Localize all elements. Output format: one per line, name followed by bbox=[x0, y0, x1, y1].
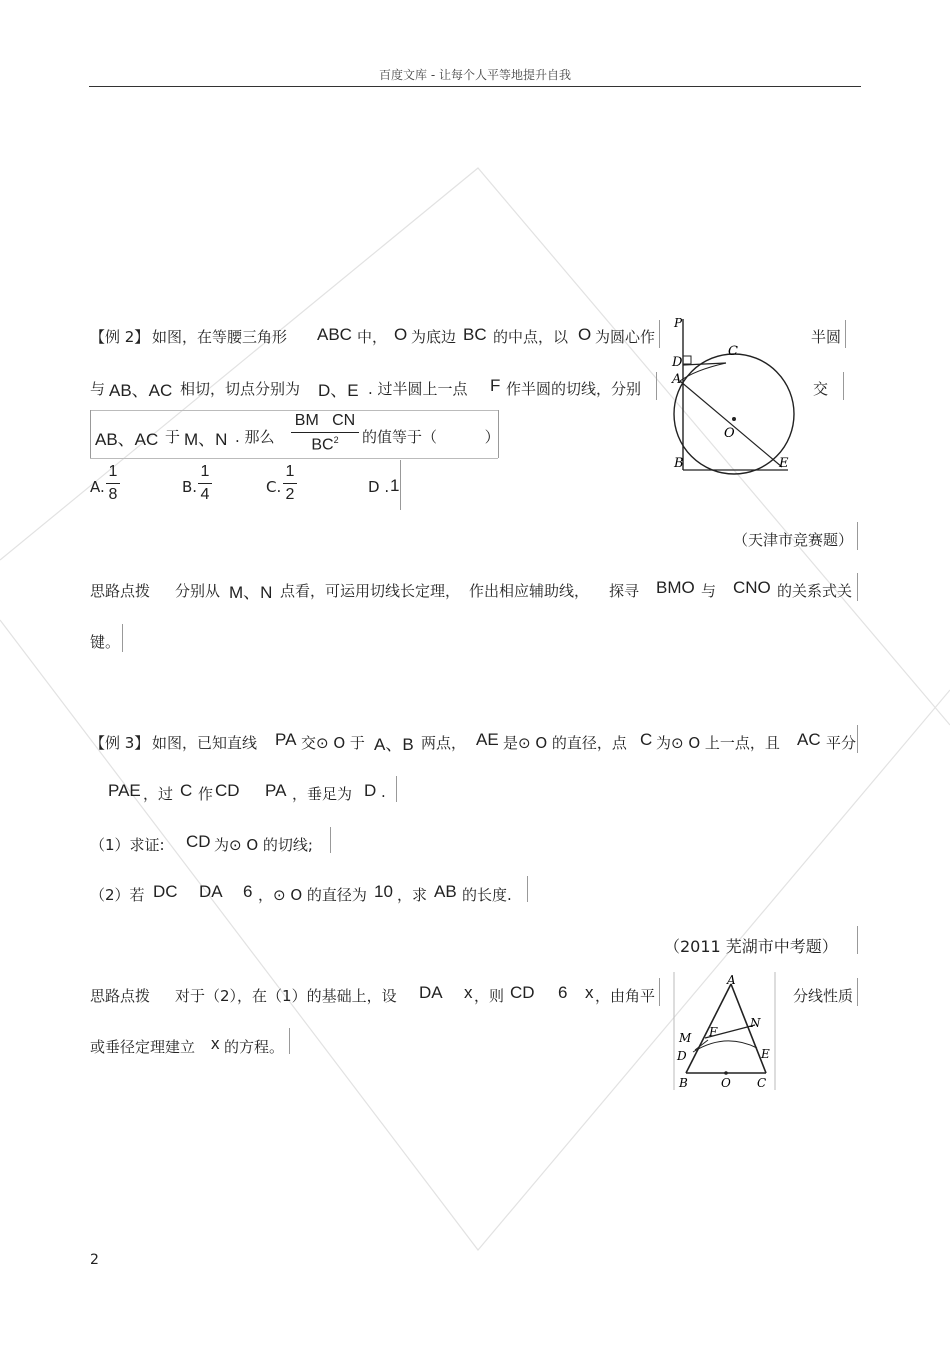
point-c-label: C bbox=[728, 344, 738, 359]
label-o: O bbox=[394, 325, 408, 344]
var-x: x bbox=[585, 983, 594, 1002]
hint-text: 作出相应辅助线， bbox=[469, 582, 590, 600]
example-3-text: 交⊙ O 于 bbox=[301, 734, 365, 752]
example-2-text: 作半圆的切线，分别 bbox=[506, 380, 642, 398]
example-2-text: . 那么 bbox=[235, 428, 275, 446]
question-2-text: 的长度. bbox=[462, 886, 512, 904]
label-ab: A、B bbox=[374, 735, 414, 754]
example-3-text: 两点， bbox=[421, 734, 467, 752]
figure-semicircle-triangle bbox=[670, 315, 805, 485]
example-3-text: 为⊙ O 上一点，且 bbox=[656, 734, 780, 752]
point-e-label: E bbox=[761, 1047, 770, 1061]
label-ae: AE bbox=[476, 730, 499, 749]
option-c-den: 2 bbox=[285, 486, 295, 503]
example-3-text: 如图，已知直线 bbox=[152, 734, 258, 752]
option-c-label[interactable]: C. bbox=[266, 478, 282, 496]
hint-label: 思路点拨 bbox=[90, 987, 151, 1005]
example-2-text: 相切，切点分别为 bbox=[180, 380, 301, 398]
example-3-text: . bbox=[381, 783, 386, 801]
label-da: DA bbox=[419, 983, 443, 1002]
hint-text: 的方程。 bbox=[224, 1038, 285, 1056]
label-cd: CD bbox=[186, 832, 211, 851]
example-2-text: 的值等于（ ） bbox=[362, 428, 500, 446]
label-bmo: BMO bbox=[656, 578, 695, 597]
page-header: 百度文库 - 让每个人平等地提升自我 bbox=[379, 68, 571, 82]
option-b-num: 1 bbox=[200, 463, 210, 480]
label-c: C bbox=[180, 781, 193, 800]
example-3-text: 是⊙ O 的直径，点 bbox=[503, 734, 627, 752]
value-6: 6 bbox=[243, 882, 253, 901]
fraction-denominator bbox=[291, 435, 359, 454]
label-pae: PAE bbox=[108, 781, 141, 800]
point-d-label: D bbox=[672, 355, 683, 370]
option-d-value[interactable]: 1 bbox=[390, 476, 400, 495]
label-cno: CNO bbox=[733, 578, 771, 597]
label-cd: CD bbox=[510, 983, 535, 1002]
label-da: DA bbox=[199, 882, 223, 901]
question-2-text: ，⊙ O 的直径为 bbox=[258, 886, 367, 904]
question-2-text: ，求 bbox=[397, 886, 428, 904]
label-ab-ac: AB、AC bbox=[95, 430, 159, 449]
label-abc: ABC bbox=[317, 325, 352, 344]
source-wuhu: （2011 芜湖市中考题） bbox=[664, 937, 838, 956]
fraction-bm-cn bbox=[291, 412, 359, 454]
example-2-text: . 过半圆上一点 bbox=[368, 380, 468, 398]
label-pa: PA bbox=[275, 730, 297, 749]
label-o: O bbox=[578, 325, 592, 344]
label-dc: DC bbox=[153, 882, 178, 901]
example-2-text: 中， bbox=[357, 328, 388, 346]
example-2-text: 如图，在等腰三角形 bbox=[152, 328, 288, 346]
option-a-label[interactable]: A. bbox=[90, 478, 105, 496]
example-2-text: 为圆心作 bbox=[595, 328, 656, 346]
point-d-label: D bbox=[677, 1049, 687, 1063]
question-2: （2）若 bbox=[90, 886, 145, 904]
point-p-label: P bbox=[674, 316, 683, 330]
figure-triangle-semicircle bbox=[673, 970, 777, 1092]
option-b-den: 4 bbox=[200, 486, 210, 503]
hint-text: 键。 bbox=[90, 633, 121, 651]
example-3-tag: 【例 3】 bbox=[90, 734, 150, 752]
var-x: x bbox=[211, 1034, 220, 1053]
hint-text: 对于（2），在（1）的基础上，设 bbox=[175, 987, 397, 1005]
hint-text: 与 bbox=[701, 582, 717, 600]
hint-text: 分别从 bbox=[175, 582, 221, 600]
label-c: C bbox=[640, 730, 653, 749]
bc-base: BC bbox=[311, 436, 334, 454]
header-rule bbox=[89, 86, 861, 87]
value-6: 6 bbox=[558, 983, 568, 1002]
option-a-fraction[interactable] bbox=[106, 463, 120, 504]
hint-text: 探寻 bbox=[609, 582, 640, 600]
page-number: 2 bbox=[90, 1252, 99, 1268]
point-c-label: C bbox=[757, 1076, 767, 1090]
example-2-text: 于 bbox=[165, 428, 181, 446]
label-ab-ac: AB、AC bbox=[109, 381, 173, 400]
example-3-text: ，过 bbox=[143, 785, 174, 803]
value-10: 10 bbox=[374, 882, 393, 901]
label-bc: BC bbox=[463, 325, 487, 344]
point-e-label: E bbox=[779, 456, 789, 471]
option-c-num: 1 bbox=[285, 463, 295, 480]
hint-text: 点看，可运用切线长定理， bbox=[280, 582, 461, 600]
point-o-label: O bbox=[724, 426, 735, 441]
hint-text: 的关系式关 bbox=[777, 582, 853, 600]
example-2-tag: 【例 2】 bbox=[90, 328, 150, 346]
hint-text: ，由角平 bbox=[595, 987, 656, 1005]
question-1-text: 为⊙ O 的切线; bbox=[214, 836, 313, 854]
label-cd: CD bbox=[215, 781, 240, 800]
exponent: 2 bbox=[333, 435, 339, 445]
hint-text: ，则 bbox=[474, 987, 505, 1005]
option-a-num: 1 bbox=[108, 463, 118, 480]
option-c-fraction[interactable] bbox=[283, 463, 297, 504]
example-2-text: 与 bbox=[90, 380, 106, 398]
point-f-label: F bbox=[709, 1025, 718, 1039]
hint-label: 思路点拨 bbox=[90, 582, 151, 600]
example-3-text: 作 bbox=[198, 785, 214, 803]
example-3-text: ，垂足为 bbox=[292, 785, 353, 803]
example-2-text: 半圆 bbox=[811, 328, 842, 346]
option-d-label[interactable]: D . bbox=[368, 478, 390, 496]
source-tianjin: （天津市竞赛题） bbox=[733, 531, 854, 549]
example-2-text: 的中点，以 bbox=[493, 328, 569, 346]
point-o-label: O bbox=[721, 1076, 731, 1090]
label-de: D、E bbox=[318, 381, 359, 400]
example-2-text: 交 bbox=[813, 380, 829, 398]
label-f: F bbox=[490, 376, 501, 395]
point-b-label: B bbox=[679, 1076, 688, 1090]
option-a-den: 8 bbox=[108, 486, 118, 503]
point-a-label: A bbox=[727, 973, 736, 987]
label-ab: AB bbox=[434, 882, 457, 901]
point-a-label: A bbox=[672, 372, 682, 387]
example-3-text: 平分 bbox=[826, 734, 857, 752]
var-x: x bbox=[464, 983, 473, 1002]
example-2-text: 为底边 bbox=[411, 328, 457, 346]
hint-text: 或垂径定理建立 bbox=[90, 1038, 196, 1056]
point-m-label: M bbox=[679, 1031, 692, 1045]
label-d: D bbox=[364, 781, 377, 800]
fraction-numerator: BM CN bbox=[294, 412, 356, 429]
point-n-label: N bbox=[750, 1016, 761, 1030]
label-mn: M、N bbox=[229, 583, 273, 602]
option-b-label[interactable]: B. bbox=[182, 478, 198, 496]
question-1: （1）求证: bbox=[90, 836, 165, 854]
label-pa: PA bbox=[265, 781, 287, 800]
option-b-fraction[interactable] bbox=[198, 463, 212, 504]
label-ac: AC bbox=[797, 730, 821, 749]
label-mn: M、N bbox=[184, 430, 228, 449]
hint-text: 分线性质 bbox=[793, 987, 854, 1005]
point-b-label: B bbox=[674, 456, 684, 471]
